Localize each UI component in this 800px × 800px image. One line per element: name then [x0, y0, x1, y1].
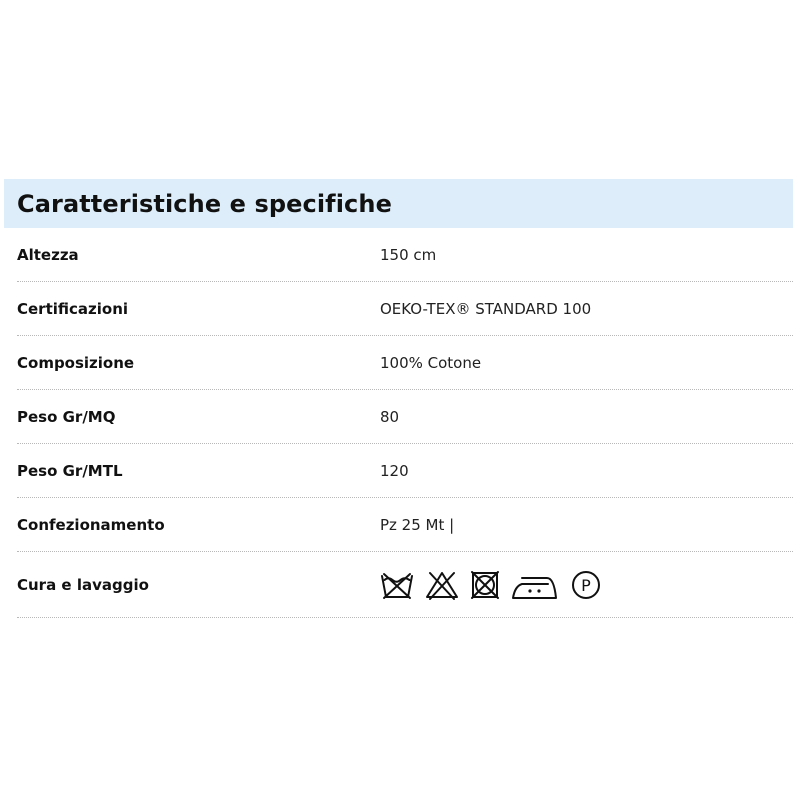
do-not-wash-icon	[380, 570, 414, 600]
spec-row-composizione	[17, 336, 793, 390]
spec-label: Peso Gr/MQ	[17, 407, 116, 426]
specs-rows	[17, 228, 793, 618]
spec-value: Pz 25 Mt |	[380, 515, 455, 534]
spec-row-confezionamento	[17, 498, 793, 552]
professional-dry-clean-p-icon	[570, 570, 602, 600]
spec-value: 80	[380, 407, 400, 426]
spec-row-altezza	[17, 228, 793, 282]
do-not-bleach-icon	[424, 570, 460, 600]
spec-value: 150 cm	[380, 245, 437, 264]
spec-row-peso-gr-mq	[17, 390, 793, 444]
spec-label: Composizione	[17, 353, 135, 372]
spec-row-certificazioni	[17, 282, 793, 336]
spec-value: OEKO-TEX® STANDARD 100	[380, 299, 592, 318]
dry-clean-letter: P	[581, 575, 591, 595]
care-icons	[380, 570, 602, 600]
do-not-tumble-dry-icon	[470, 570, 500, 600]
spec-label: Certificazioni	[17, 299, 129, 318]
spec-row-cura-e-lavaggio	[17, 552, 793, 618]
spec-label: Peso Gr/MTL	[17, 461, 123, 480]
spec-label: Cura e lavaggio	[17, 575, 149, 594]
spec-label: Altezza	[17, 245, 79, 264]
spec-label: Confezionamento	[17, 515, 165, 534]
spec-row-peso-gr-mtl	[17, 444, 793, 498]
specs-title: Caratteristiche e specifiche	[17, 189, 392, 218]
specs-header	[4, 179, 793, 228]
iron-medium-icon	[510, 570, 560, 600]
spec-value: 120	[380, 461, 409, 480]
spec-value: 100% Cotone	[380, 353, 482, 372]
specs-table	[4, 179, 793, 618]
